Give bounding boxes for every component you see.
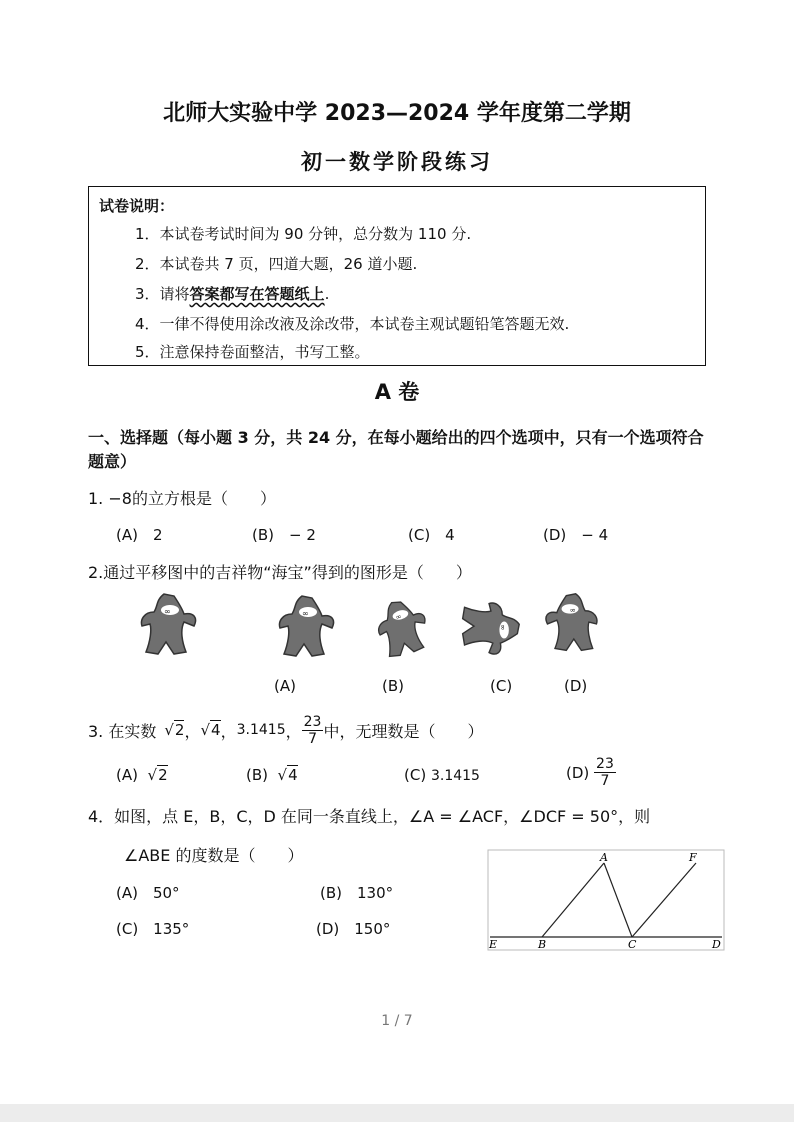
question-3-stem xyxy=(88,708,483,752)
q3-decimal: 3.1415 xyxy=(236,722,286,738)
q3-fraction: $\frac{23}{7}$ xyxy=(303,713,322,747)
q3-separator: ， xyxy=(184,721,201,741)
q1-option-d: (D) − 4 xyxy=(543,526,609,544)
mascot-option-a-image xyxy=(272,592,342,662)
segment-cf xyxy=(632,863,696,937)
point-label-e: E xyxy=(489,938,498,951)
mascot-option-c-image xyxy=(455,596,525,662)
q3-option-b: (B) √4 xyxy=(246,766,298,784)
q1-option-a: (A) 2 xyxy=(116,526,163,544)
question-4-stem-line2: ∠ABE 的度数是（ ） xyxy=(124,846,304,865)
instructions-heading: 试卷说明： xyxy=(99,197,175,215)
section-label: A 卷 xyxy=(374,380,420,404)
figure-frame xyxy=(488,850,724,950)
part1-heading: 一、选择题（每小题 3 分，共 24 分，在每小题给出的四个选项中，只有一个选项符合题意） xyxy=(88,428,704,471)
point-label-c: C xyxy=(628,938,637,951)
q4-option-b: (B) 130° xyxy=(320,884,394,902)
mascot-option-b-image xyxy=(372,592,434,664)
q4-geometry-figure xyxy=(486,848,726,952)
q3-option-a: (A) √2 xyxy=(116,766,168,784)
instruction-item: 5．注意保持卷面整洁，书写工整。 xyxy=(135,343,370,361)
question-2-stem: 2.通过平移图中的吉祥物“海宝”得到的图形是（ ） xyxy=(88,563,472,582)
segment-ac xyxy=(604,863,632,937)
instruction-item xyxy=(135,283,329,304)
point-label-b: B xyxy=(538,938,547,951)
q3-separator: ， xyxy=(220,721,237,741)
q1-option-b: (B) − 2 xyxy=(252,526,316,544)
q2-label-c: (C) xyxy=(490,677,513,695)
q3-prefix: 3. 在实数 xyxy=(88,721,157,741)
point-label-f: F xyxy=(689,851,697,864)
q1-option-c: (C) 4 xyxy=(408,526,455,544)
q4-option-d: (D) 150° xyxy=(316,920,391,938)
exam-subtitle: 初一数学阶段练习 xyxy=(301,150,493,174)
q4-option-c: (C) 135° xyxy=(116,920,190,938)
svg-text:∞: ∞ xyxy=(498,624,508,631)
q3-option-c: (C) 3.1415 xyxy=(404,766,480,784)
q4-option-a: (A) 50° xyxy=(116,884,180,902)
viewer-bottom-bar xyxy=(0,1104,794,1122)
q3-option-d: (D) $\frac{23}{7}$ xyxy=(566,756,614,789)
instruction-3-suffix: . xyxy=(324,285,330,303)
point-label-d: D xyxy=(712,938,721,951)
mascot-option-d-image xyxy=(538,588,604,658)
svg-text:∞: ∞ xyxy=(302,609,309,618)
q3-suffix: 中，无理数是（ ） xyxy=(323,721,484,741)
instruction-item: 1．本试卷考试时间为 90 分钟，总分数为 110 分. xyxy=(135,225,472,243)
instruction-3-prefix: 3．请将 xyxy=(135,285,190,303)
page-indicator: 1 / 7 xyxy=(381,1013,413,1029)
q2-label-d: (D) xyxy=(564,677,588,695)
exam-title: 北师大实验中学 2023—2024 学年度第二学期 xyxy=(163,101,631,126)
svg-text:∞: ∞ xyxy=(164,607,171,616)
q3-sqrt-2: √2 xyxy=(164,721,185,739)
instruction-item: 4．一律不得使用涂改液及涂改带，本试卷主观试题铅笔答题无效. xyxy=(135,315,570,333)
q2-label-a: (A) xyxy=(274,677,296,695)
q2-label-b: (B) xyxy=(382,677,404,695)
point-label-a: A xyxy=(600,851,608,864)
instructions-box xyxy=(88,186,706,366)
question-1-stem: 1. −8的立方根是（ ） xyxy=(88,489,276,508)
question-4-stem-line1: 4．如图，点 E，B，C，D 在同一条直线上，∠A = ∠ACF，∠DCF = 50°，则 xyxy=(88,807,651,826)
instruction-item: 2．本试卷共 7 页，四道大题，26 道小题. xyxy=(135,255,418,273)
svg-text:∞: ∞ xyxy=(394,611,403,622)
instruction-3-emphasis: 答案都写在答题纸上 xyxy=(189,285,325,303)
q3-sqrt-4: √4 xyxy=(200,721,221,739)
q3-separator: ， xyxy=(285,721,302,741)
mascot-original-image xyxy=(134,590,204,660)
segment-ba xyxy=(542,863,604,937)
svg-text:∞: ∞ xyxy=(569,605,576,615)
